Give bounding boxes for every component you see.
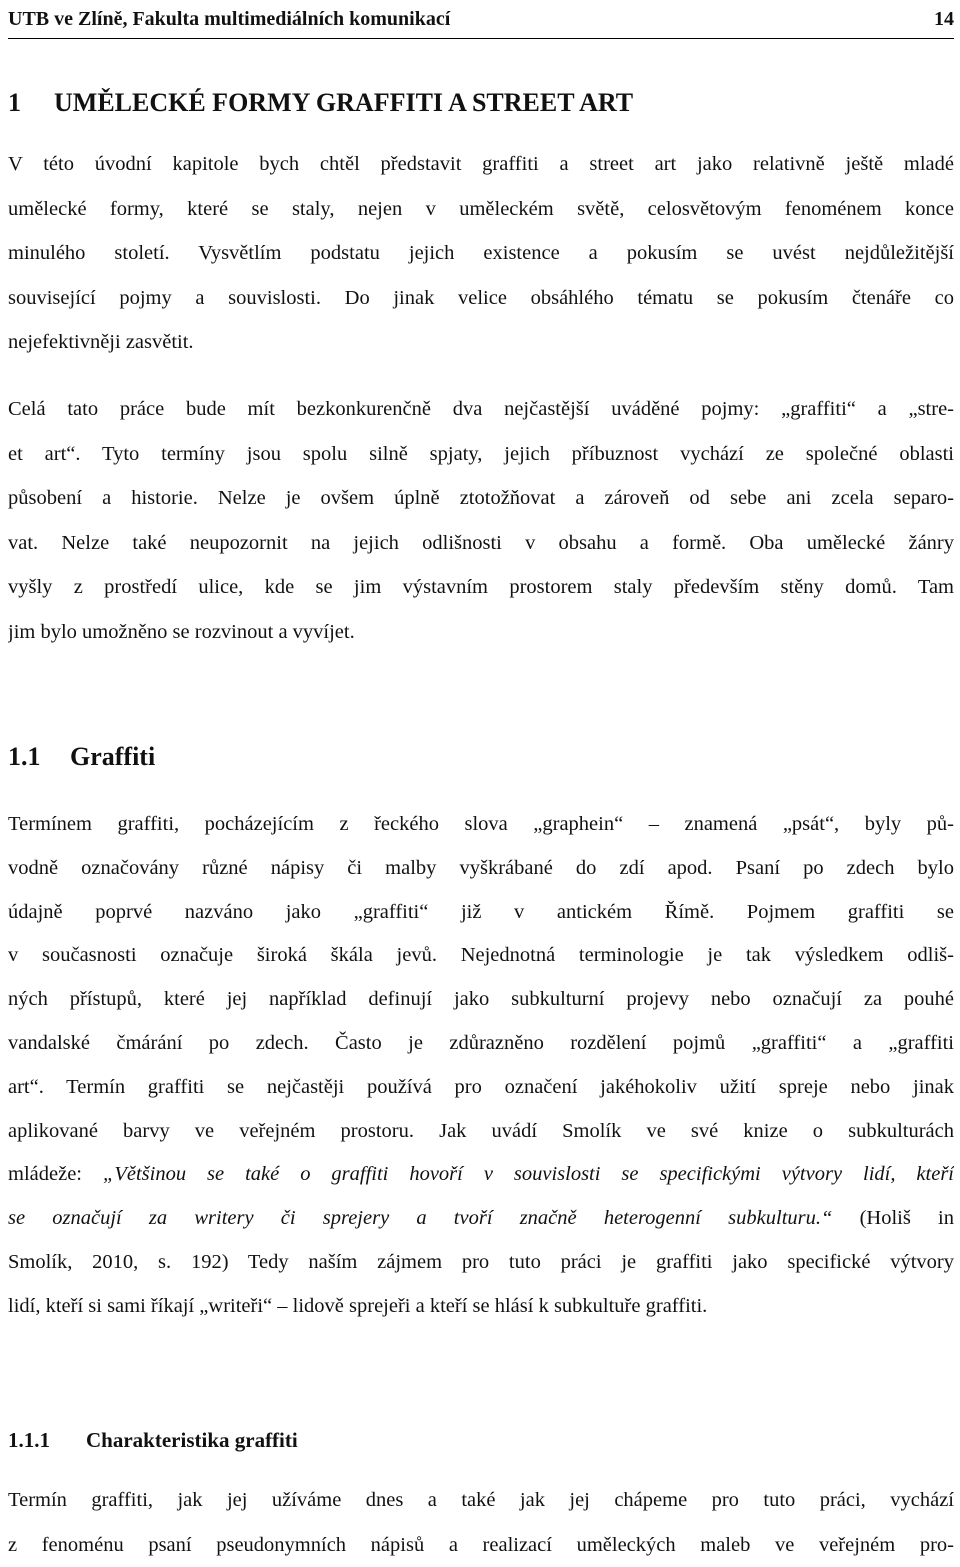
section-heading — [8, 742, 155, 772]
text-line: Termínem graffiti, pocházejícím z řeckého slova „graphein“ – znamená „psát“, byly pů- — [8, 803, 954, 847]
text-line: art“. Termín graffiti se nejčastěji používá pro označení jakéhokoliv užití spreje nebo jinak — [8, 1066, 954, 1110]
text-line: působení a historie. Nelze je ovšem úplně ztotožňovat a zároveň od sebe ani zcela separo- — [8, 476, 954, 521]
chapter-heading — [8, 88, 633, 118]
page-number: 14 — [934, 8, 954, 31]
text-line: údajně poprvé nazváno jako „graffiti“ již v antickém Římě. Pojmem graffiti se — [8, 891, 954, 935]
header-title: UTB ve Zlíně, Fakulta multimediálních komunikací — [8, 8, 450, 31]
text-line: související pojmy a souvislosti. Do jinak velice obsáhlého tématu se pokusím čtenáře co — [8, 276, 954, 321]
text-line: vandalské čmárání po zdech. Často je zdůrazněno rozdělení pojmů „graffiti“ a „graffiti — [8, 1022, 954, 1066]
text-line: v současnosti označuje široká škála jevů. Nejednotná terminologie je tak výsledkem odliš- — [8, 934, 954, 978]
text-line: minulého století. Vysvětlím podstatu jejich existence a pokusím se uvést nejdůležitější — [8, 231, 954, 276]
subsection-heading — [8, 1428, 298, 1453]
characteristics-paragraph — [8, 1478, 954, 1567]
text-line: aplikované barvy ve veřejném prostoru. Jak uvádí Smolík ve své knize o subkulturách — [8, 1110, 954, 1154]
text-line: umělecké formy, které se staly, nejen v uměleckém světě, celosvětovým fenoménem konce — [8, 187, 954, 232]
text-line: z fenoménu psaní pseudonymních nápisů a realizací uměleckých maleb ve veřejném pro- — [8, 1523, 954, 1567]
chapter-title: UMĚLECKÉ FORMY GRAFFITI A STREET ART — [54, 88, 633, 117]
text-line: vat. Nelze také neupozornit na jejich odlišnosti v obsahu a formě. Oba umělecké žánry — [8, 521, 954, 566]
text-line: Smolík, 2010, s. 192) Tedy naším zájmem pro tuto práci je graffiti jako specifické výtvory — [8, 1241, 954, 1285]
quote-line — [8, 1197, 954, 1241]
subsection-number: 1.1.1 — [8, 1428, 86, 1453]
text-line: vodně označovány různé nápisy či malby vyškrábané do zdí apod. Psaní po zdech bylo — [8, 847, 954, 891]
graffiti-paragraph — [8, 803, 954, 1329]
intro-paragraph-2 — [8, 387, 954, 654]
page-header — [8, 0, 954, 39]
text-line: jim bylo umožněno se rozvinout a vyvíjet. — [8, 610, 954, 655]
text-line: V této úvodní kapitole bych chtěl představit graffiti a street art jako relativně ještě mladé — [8, 142, 954, 187]
quote-text: se označují za writery či sprejery a tvoří značně heterogenní subkulturu.“ — [8, 1207, 832, 1229]
text-line: nejefektivněji zasvětit. — [8, 320, 954, 365]
quote-lead: mládeže: — [8, 1163, 103, 1185]
text-line: Termín graffiti, jak jej užíváme dnes a také jak jej chápeme pro tuto práci, vychází — [8, 1478, 954, 1523]
section-number: 1.1 — [8, 742, 70, 772]
chapter-number: 1 — [8, 88, 54, 118]
text-line: vyšly z prostředí ulice, kde se jim výstavním prostorem staly především stěny domů. Tam — [8, 565, 954, 610]
text-line: et art“. Tyto termíny jsou spolu silně spjaty, jejich příbuznost vychází ze společné oblasti — [8, 432, 954, 477]
quote-text: „Většinou se také o graffiti hovoří v souvislosti se specifickými výtvory lidí, kteří — [103, 1163, 954, 1185]
citation: (Holiš in — [832, 1207, 954, 1229]
text-line: Celá tato práce bude mít bezkonkurenčně dva nejčastější uváděné pojmy: „graffiti“ a „stre- — [8, 387, 954, 432]
section-title: Graffiti — [70, 742, 155, 771]
text-line: ných přístupů, které jej například definují jako subkulturní projevy nebo označují za pouhé — [8, 978, 954, 1022]
quote-line — [8, 1153, 954, 1197]
subsection-title: Charakteristika graffiti — [86, 1428, 298, 1452]
intro-paragraph-1 — [8, 142, 954, 365]
text-line: lidí, kteří si sami říkají „writeři“ – lidově sprejeři a kteří se hlásí k subkultuře graffiti. — [8, 1285, 954, 1329]
